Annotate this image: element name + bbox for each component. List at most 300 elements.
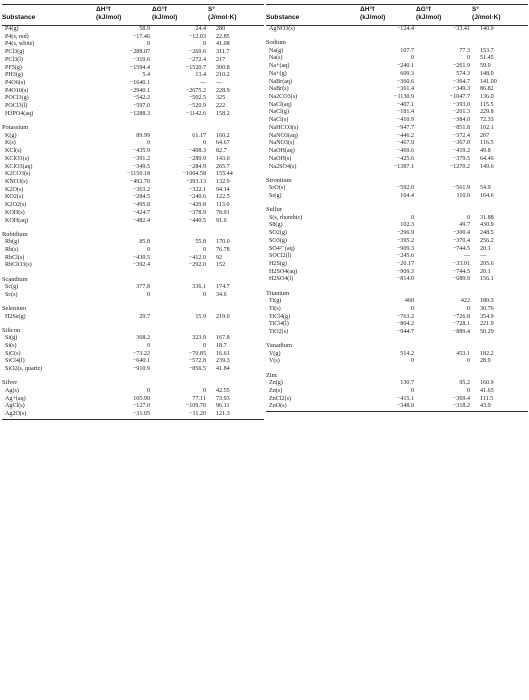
table-row: [2, 262, 264, 270]
gibbs-cell: −261.9: [452, 63, 470, 70]
gibbs-cell: −33.01: [452, 260, 470, 267]
table-row: [266, 55, 528, 63]
enthalpy-cell: −592.0: [396, 185, 414, 192]
table-row: [266, 86, 528, 94]
substance-cell: SO4²⁻(aq): [269, 245, 295, 252]
table-row: [266, 79, 528, 87]
table-row: [266, 71, 528, 79]
entropy-cell: 160.2: [216, 132, 230, 139]
gibbs-cell: −372.4: [452, 132, 470, 139]
gibbs-cell: −440.5: [188, 217, 206, 224]
category-label: Sodium: [266, 39, 286, 47]
gibbs-cell: −1064.58: [182, 171, 206, 178]
entropy-cell: 41.84: [216, 366, 230, 373]
enthalpy-cell: −1594.4: [129, 64, 150, 71]
table-row: [266, 63, 528, 71]
table-row: [2, 255, 264, 263]
entropy-cell: 115.5: [480, 101, 494, 108]
substance-cell: Na+(g): [269, 70, 287, 77]
substance-cell: K(g): [5, 132, 17, 139]
enthalpy-cell: 102.3: [400, 222, 414, 229]
gibbs-cell: −1142.6: [186, 110, 206, 117]
gibbs-cell: −369.4: [452, 395, 470, 402]
enthalpy-cell: 0: [146, 291, 150, 298]
entropy-cell: 72.33: [480, 117, 494, 124]
substance-cell: POCl3(g): [5, 95, 29, 102]
category-label: Potassium: [2, 124, 29, 132]
gibbs-cell: −370.4: [452, 237, 470, 244]
enthalpy-cell: −31.05: [96, 411, 152, 419]
entropy-cell: 51.45: [480, 55, 494, 62]
enthalpy-cell: −435.9: [132, 148, 150, 155]
table-row: [2, 218, 264, 226]
gibbs-cell: −289.9: [188, 155, 206, 162]
gibbs-cell: 0: [202, 387, 206, 394]
enthalpy-cell: −597.0: [132, 103, 150, 110]
substance-cell: SiO2(s, quartz): [5, 366, 43, 373]
table-row: [266, 321, 528, 329]
enthalpy-cell: 58.9: [139, 26, 150, 32]
gibbs-cell: 0: [202, 291, 206, 298]
table-row: [266, 246, 528, 254]
gibbs-cell: 24.4: [195, 26, 206, 32]
gibbs-cell: −378.9: [188, 209, 206, 216]
enthalpy-cell: −1640.1: [129, 80, 150, 87]
table-row: [266, 140, 528, 148]
enthalpy-cell: −296.9: [396, 230, 414, 237]
entropy-cell: 248.5: [480, 230, 494, 237]
entropy-cell: 41.63: [480, 387, 494, 394]
enthalpy-cell: 468: [404, 298, 414, 305]
table-row: [266, 298, 528, 306]
category-row: [2, 124, 264, 133]
entropy-cell: 180.3: [480, 298, 494, 305]
gibbs-cell: 13.4: [195, 72, 206, 79]
table-row: [2, 403, 264, 411]
table-row: [2, 164, 264, 172]
gibbs-cell: −429.8: [188, 202, 206, 209]
category-row: [2, 305, 264, 314]
entropy-cell: 170.0: [216, 239, 230, 246]
table-row: [2, 187, 264, 195]
gibbs-cell: −726.8: [452, 313, 470, 320]
category-row: [266, 177, 528, 186]
substance-cell: P4O10(s): [5, 87, 29, 94]
enthalpy-cell: −288.07: [129, 49, 150, 56]
entropy-cell: 22.85: [216, 33, 230, 40]
table-row: [2, 49, 264, 57]
category-label: Titanium: [266, 289, 290, 297]
gibbs-cell: −12.03: [188, 33, 206, 40]
table-row: [2, 156, 264, 164]
entropy-cell: —: [480, 253, 487, 260]
table-row: [2, 26, 264, 34]
table-row: [266, 117, 528, 125]
gibbs-cell: −272.4: [188, 56, 206, 63]
table-row: [2, 210, 264, 218]
table-row: [266, 329, 528, 337]
substance-cell: RbCl(s): [5, 254, 25, 261]
substance-cell: KNO3(s): [5, 178, 28, 185]
gibbs-cell: −201.3: [452, 109, 470, 116]
entropy-cell: 164.6: [480, 192, 494, 199]
substance-cell: NaNO3(s): [269, 140, 295, 147]
substance-cell: K2O(s): [5, 186, 24, 193]
substance-cell: NaCl(g): [269, 109, 289, 116]
table-row: [266, 102, 528, 110]
table-row: [266, 148, 528, 156]
substance-cell: Sc(g): [5, 284, 19, 291]
substance-cell: TiCl4(l): [269, 321, 289, 328]
entropy-cell: 111.5: [480, 395, 494, 402]
entropy-cell: 153.7: [480, 47, 494, 54]
gibbs-cell: −364.7: [452, 78, 470, 85]
entropy-cell: 86.82: [480, 86, 494, 93]
category-label: Zinc: [266, 371, 278, 379]
enthalpy-cell: 29.7: [139, 313, 150, 320]
substance-cell: KCl(s): [5, 148, 22, 155]
entropy-cell: 205.6: [480, 260, 494, 267]
table-row: [2, 88, 264, 96]
table-row: [2, 202, 264, 210]
gibbs-cell: 77.3: [459, 47, 470, 54]
gibbs-cell: −419.2: [452, 148, 470, 155]
table-row: [266, 156, 528, 164]
header-entropy: S° (J/mol·K): [472, 5, 528, 26]
entropy-cell: 59.0: [480, 63, 491, 70]
enthalpy-cell: −124.4: [396, 26, 414, 32]
gibbs-cell: 49.7: [459, 222, 470, 229]
enthalpy-cell: −814.0: [396, 276, 414, 283]
enthalpy-cell: −349.5: [132, 163, 150, 170]
table-row: [2, 133, 264, 141]
substance-cell: Ti(g): [269, 298, 282, 305]
table-row: [266, 380, 528, 388]
table-row: [266, 215, 528, 223]
gibbs-cell: −318.2: [416, 403, 472, 411]
entropy-cell: 82.7: [216, 148, 227, 155]
table-row: [2, 358, 264, 366]
substance-cell: SiC(s): [5, 350, 21, 357]
substance-cell: KO2(s): [5, 194, 24, 201]
substance-cell: Ag+(aq): [5, 395, 26, 402]
enthalpy-cell: −467.9: [396, 140, 414, 147]
gibbs-cell: 0: [202, 41, 206, 48]
gibbs-cell: −367.0: [452, 140, 470, 147]
substance-cell: SrO(s): [269, 185, 286, 192]
table-row: [266, 314, 528, 322]
gibbs-cell: 323.9: [192, 335, 206, 342]
entropy-cell: 430.9: [480, 222, 494, 229]
enthalpy-cell: −909.3: [396, 245, 414, 252]
right-column: [266, 4, 528, 412]
enthalpy-cell: −240.1: [396, 63, 414, 70]
substance-cell: Na2CO3(s): [269, 94, 298, 101]
gibbs-cell: −572.8: [188, 358, 206, 365]
header-enthalpy: ΔH°f (kJ/mol): [96, 5, 152, 26]
gibbs-cell: −70.85: [188, 350, 206, 357]
substance-cell: Zn(s): [269, 387, 283, 394]
header-gibbs: ΔG°f (kJ/mol): [416, 5, 472, 26]
enthalpy-cell: −763.2: [396, 313, 414, 320]
substance-cell: PF5(g): [5, 64, 22, 71]
substance-cell: PCl3(l): [5, 56, 23, 63]
category-row: [2, 231, 264, 240]
enthalpy-cell: 85.8: [139, 239, 150, 246]
gibbs-cell: 422: [460, 298, 470, 305]
entropy-cell: 96.11: [216, 403, 230, 410]
entropy-cell: 116.5: [480, 140, 494, 147]
table-row: [266, 222, 528, 230]
substance-cell: SOCl2(l): [269, 253, 292, 260]
gibbs-cell: 110.0: [456, 192, 470, 199]
substance-cell: K2O2(s): [5, 202, 27, 209]
substance-cell: Na+(aq): [269, 63, 290, 70]
table-row: [266, 306, 528, 314]
gibbs-cell: −851.8: [452, 124, 470, 131]
header-entropy: S° (J/mol·K): [208, 5, 264, 26]
gibbs-cell: −2675.2: [185, 87, 206, 94]
table-row: [266, 48, 528, 56]
entropy-cell: 31.88: [480, 214, 494, 221]
gibbs-cell: —: [463, 253, 470, 260]
table-row: [2, 314, 264, 322]
table-row: [2, 103, 264, 111]
substance-cell: Na2SO4(s): [269, 163, 297, 170]
category-row: [2, 379, 264, 388]
substance-cell: Si(s): [5, 343, 17, 349]
table-row: [266, 253, 528, 261]
gibbs-cell: −561.9: [452, 185, 470, 192]
table-row: [266, 26, 528, 34]
entropy-cell: 143.0: [216, 155, 230, 162]
table-row: [2, 194, 264, 202]
entropy-cell: 132.9: [216, 178, 230, 185]
table-row: [266, 230, 528, 238]
substance-cell: H2S(g): [269, 260, 287, 267]
entropy-cell: 228.9: [216, 87, 230, 94]
enthalpy-cell: −245.6: [396, 253, 414, 260]
enthalpy-cell: −495.8: [132, 202, 150, 209]
gibbs-cell: −393.0: [452, 101, 470, 108]
table-row: [2, 72, 264, 80]
table-row: [2, 57, 264, 65]
entropy-cell: 152: [216, 262, 226, 269]
enthalpy-cell: −1288.3: [129, 110, 150, 117]
entropy-cell: —: [216, 80, 223, 87]
table-row: [2, 239, 264, 247]
category-row: [2, 327, 264, 336]
gibbs-cell: −744.5: [452, 268, 470, 275]
enthalpy-cell: −284.5: [132, 194, 150, 201]
header-substance: Substance: [266, 5, 360, 26]
substance-cell: TiCl4(g): [269, 313, 291, 320]
table-row: [266, 193, 528, 201]
gibbs-cell: 0: [466, 55, 470, 62]
entropy-cell: 136.0: [480, 94, 494, 101]
enthalpy-cell: −944.7: [396, 329, 414, 335]
enthalpy-cell: 368.2: [136, 335, 150, 342]
table-row: [266, 396, 528, 404]
substance-cell: PH3(g): [5, 72, 23, 79]
substance-cell: SiCl4(l): [5, 358, 25, 365]
enthalpy-cell: 609.3: [400, 70, 414, 77]
category-row: [266, 290, 528, 299]
table-row: [266, 164, 528, 172]
entropy-cell: 325: [216, 95, 226, 102]
entropy-cell: 256.2: [480, 237, 494, 244]
substance-cell: Sr(g): [269, 192, 282, 199]
entropy-cell: 229.8: [480, 109, 494, 116]
entropy-cell: 92: [216, 254, 223, 261]
entropy-cell: 50.29: [480, 329, 494, 335]
table-row: [2, 140, 264, 148]
category-row: [2, 276, 264, 285]
enthalpy-cell: −640.1: [132, 358, 150, 365]
right-table: [266, 4, 528, 412]
enthalpy-cell: −1387.1: [393, 163, 414, 170]
table-row: [2, 343, 264, 351]
table-row: [266, 94, 528, 102]
gibbs-cell: 77.11: [192, 395, 206, 402]
category-label: Sulfur: [266, 206, 282, 214]
table-row: [266, 388, 528, 396]
substance-cell: P4(g): [5, 26, 19, 32]
entropy-cell: 16.61: [216, 350, 230, 357]
gibbs-cell: −109.70: [185, 403, 206, 410]
substance-cell: NaHCO3(s): [269, 124, 299, 131]
gibbs-cell: −300.4: [452, 230, 470, 237]
enthalpy-cell: 164.4: [400, 192, 414, 199]
category-label: Rubidium: [2, 230, 28, 238]
table-row: [2, 292, 264, 300]
category-label: Vanadium: [266, 342, 292, 350]
substance-cell: S(s, rhombic): [269, 214, 303, 221]
entropy-cell: 222: [216, 103, 226, 110]
table-row: [2, 34, 264, 42]
enthalpy-cell: 514.2: [400, 350, 414, 357]
entropy-cell: 78.91: [216, 209, 230, 216]
header-gibbs: ΔG°f (kJ/mol): [152, 5, 208, 26]
substance-cell: POCl3(l): [5, 103, 28, 110]
entropy-cell: 160.9: [480, 380, 494, 387]
gibbs-cell: −393.13: [185, 178, 206, 185]
substance-cell: Ag(s): [5, 387, 19, 394]
enthalpy-cell: −395.2: [396, 237, 414, 244]
entropy-cell: 140.9: [480, 26, 494, 32]
substance-cell: TiO2(s): [269, 329, 289, 335]
gibbs-cell: —: [199, 80, 206, 87]
substance-cell: Ti(s): [269, 305, 281, 312]
entropy-cell: 28.9: [480, 358, 491, 365]
enthalpy-cell: −17.46: [132, 33, 150, 40]
entropy-cell: 221.9: [480, 321, 494, 328]
substance-cell: Ag2O(s): [2, 411, 96, 419]
enthalpy-cell: −361.4: [396, 86, 414, 93]
enthalpy-cell: −391.2: [132, 155, 150, 162]
category-label: Scandium: [2, 275, 28, 283]
enthalpy-cell: 0: [146, 140, 150, 147]
gibbs-cell: −856.5: [188, 366, 206, 373]
enthalpy-cell: −363.2: [132, 186, 150, 193]
gibbs-cell: 0: [202, 246, 206, 253]
substance-cell: AgNO3(s): [269, 26, 295, 32]
substance-cell: SO3(g): [269, 237, 287, 244]
header-substance: Substance: [2, 5, 96, 26]
gibbs-cell: −384.0: [452, 117, 470, 124]
entropy-cell: 311.7: [216, 49, 230, 56]
entropy-cell: 20.1: [480, 245, 491, 252]
table-row: [266, 403, 528, 411]
enthalpy-cell: −469.6: [396, 148, 414, 155]
substance-cell: RbClO3(s): [5, 262, 32, 269]
entropy-cell: 49.8: [480, 148, 491, 155]
substance-cell: Rb(g): [5, 239, 20, 246]
gibbs-cell: 0: [466, 387, 470, 394]
entropy-cell: 239.3: [216, 358, 230, 365]
table-row: [2, 111, 264, 119]
entropy-cell: 354.9: [480, 313, 494, 320]
entropy-cell: 182.2: [480, 350, 494, 357]
enthalpy-cell: −1130.9: [394, 94, 414, 101]
table-row: [266, 351, 528, 359]
entropy-cell: 167.8: [216, 335, 230, 342]
substance-cell: V(g): [269, 350, 281, 357]
left-column: [2, 4, 264, 420]
entropy-cell: 141.00: [480, 78, 497, 85]
entropy-cell: 64.67: [216, 140, 230, 147]
table-row: [266, 125, 528, 133]
table-row: [266, 109, 528, 117]
substance-cell: Zn(g): [269, 380, 283, 387]
right-header-row: [266, 5, 528, 26]
entropy-cell: 148.0: [480, 70, 494, 77]
table-row: [2, 171, 264, 179]
left-table-body: [2, 26, 264, 420]
table-row: [2, 41, 264, 49]
entropy-cell: 149.6: [480, 163, 494, 170]
gibbs-cell: 15.9: [195, 313, 206, 320]
gibbs-cell: −379.5: [452, 155, 470, 162]
substance-cell: P4(s, red): [5, 33, 29, 40]
entropy-cell: 121.3: [208, 411, 264, 419]
enthalpy-cell: −392.4: [132, 262, 150, 269]
enthalpy-cell: −181.4: [396, 109, 414, 116]
gibbs-cell: 0: [466, 305, 470, 312]
enthalpy-cell: −407.1: [396, 101, 414, 108]
substance-cell: ZnO(s): [266, 403, 360, 411]
substance-cell: Rb(s): [5, 246, 19, 253]
entropy-cell: 54.9: [480, 185, 491, 192]
gibbs-cell: 336.1: [192, 284, 206, 291]
gibbs-cell: −240.6: [188, 194, 206, 201]
enthalpy-cell: −1150.18: [126, 171, 150, 178]
entropy-cell: 156.1: [480, 276, 494, 283]
entropy-cell: 300.8: [216, 64, 230, 71]
entropy-cell: 64.46: [480, 155, 494, 162]
substance-cell: Si(g): [5, 335, 18, 342]
gibbs-cell: −728.1: [452, 321, 470, 328]
substance-cell: H2SO4(aq): [269, 268, 298, 275]
table-row: [2, 65, 264, 73]
substance-cell: KClO3(s): [5, 155, 30, 162]
enthalpy-cell: −319.6: [132, 56, 150, 63]
enthalpy-cell: 0: [146, 41, 150, 48]
substance-cell: NaOH(aq): [269, 148, 295, 155]
entropy-cell: 219.0: [216, 313, 230, 320]
entropy-cell: 18.7: [216, 343, 227, 349]
substance-cell: P4(s, white): [5, 41, 35, 48]
